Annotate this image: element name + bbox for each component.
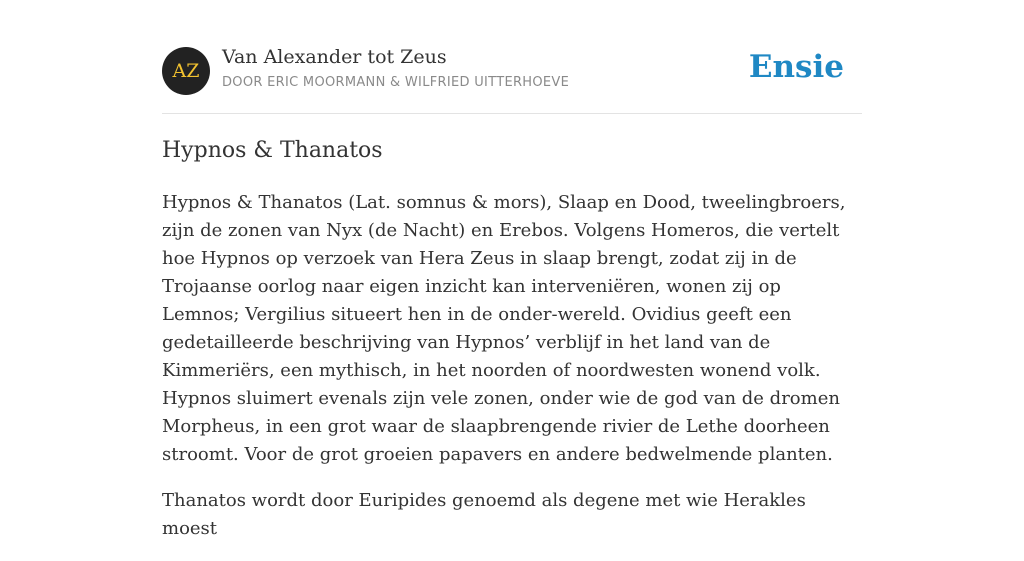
entry-body [162, 189, 864, 561]
book-authors: DOOR ERIC MOORMANN & WILFRIED UITTERHOEVE [222, 75, 570, 90]
entry-paragraph: Hypnos & Thanatos (Lat. somnus & mors), Slaap en Dood, tweelingbroers, zijn de zonen van Nyx (de Nacht) en Erebos. Volgens Homeros, die vertelt hoe Hypnos op verzoek van Hera Zeus in slaap brengt, zodat zij in de Trojaanse oorlog naar eigen inzicht kan interveniëren, wonen zij op Lemnos; Vergilius situeert hen in de onder-wereld. Ovidius geeft een gedetailleerde beschrijving van Hypnos’ verblijf in het land van de Kimmeriërs, een mythisch, in het noorden of noordwesten wonend volk. Hypnos sluimert evenals zijn vele zonen, onder wie de god van de dromen Morpheus, in een grot waar de slaapbrengende rivier de Lethe doorheen stroomt. Voor de grot groeien papavers en andere bedwelmende planten. [162, 192, 846, 465]
book-title[interactable]: Van Alexander tot Zeus [222, 46, 447, 68]
page [162, 0, 862, 539]
entry-title: Hypnos & Thanatos [162, 138, 383, 163]
header [162, 0, 862, 114]
entry-paragraph: Thanatos wordt door Euripides genoemd als degene met wie Herakles moest [162, 490, 806, 539]
book-avatar[interactable]: AZ [162, 47, 210, 95]
ensie-logo-link[interactable]: Ensie [748, 49, 844, 85]
